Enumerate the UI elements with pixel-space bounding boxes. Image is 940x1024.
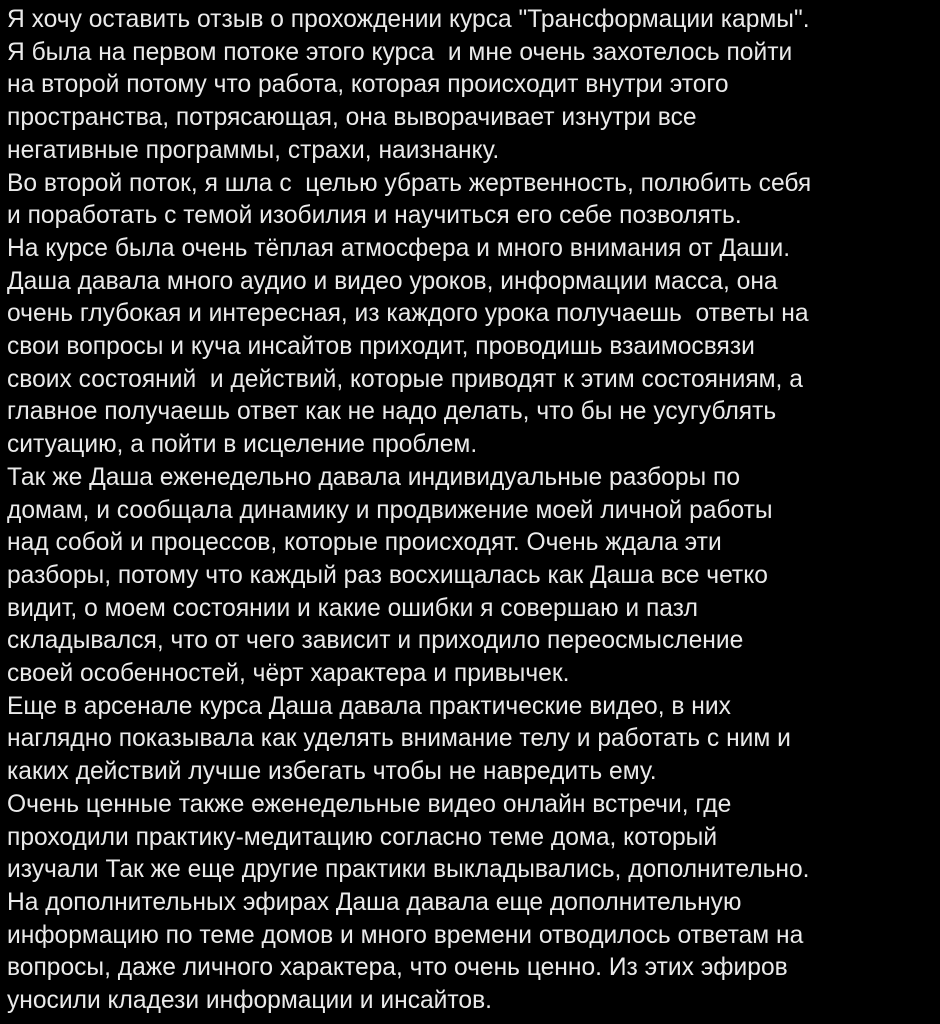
message-line: домам, и сообщала динамику и продвижение моей личной работы [7, 496, 773, 524]
message-line: информацию по теме домов и много времени отводилось ответам на [7, 921, 804, 949]
message-line: изучали Так же еще другие практики выкладывались, дополнительно. [7, 856, 810, 884]
message-line: Я хочу оставить отзыв о прохождении курса "Трансформации кармы". [7, 6, 810, 33]
message-line: своих состояний и действий, которые приводят к этим состояниям, а [7, 365, 803, 393]
message-line: проходили практику-медитацию согласно теме дома, который [7, 823, 718, 851]
message-line: ситуацию, а пойти в исцеление проблем. [7, 431, 478, 459]
message-line: уносили кладези информации и инсайтов. [7, 987, 492, 1015]
message-line: наглядно показывала как уделять внимание телу и работать с ним и [7, 725, 791, 753]
message-line: вопросы, даже личного характера, что очень ценно. Из этих эфиров [7, 954, 788, 982]
message-line: складывался, что от чего зависит и приходило переосмысление [7, 627, 744, 655]
message-line: На дополнительных эфирах Даша давала еще дополнительную [7, 888, 742, 916]
message-line: главное получаешь ответ как не надо делать, что бы не усугублять [7, 398, 777, 426]
message-line: своей особенностей, чёрт характера и привычек. [7, 660, 570, 688]
message-line: на второй потому что работа, которая происходит внутри этого [7, 71, 729, 99]
message-line: свои вопросы и куча инсайтов приходит, проводишь взаимосвязи [7, 333, 755, 361]
message-line: Я была на первом потоке этого курса и мне очень захотелось пойти [7, 38, 793, 66]
message-line: каких действий лучше избегать чтобы не навредить ему. [7, 758, 657, 786]
message-line: Во второй поток, я шла с целью убрать жертвенность, полюбить себя [7, 169, 812, 197]
message-line: пространства, потрясающая, она выворачивает изнутри все [7, 104, 697, 132]
message-text [7, 4, 940, 1018]
message-line: Очень ценные также еженедельные видео онлайн встречи, где [7, 790, 732, 818]
message-line: и поработать с темой изобилия и научиться его себе позволять. [7, 202, 742, 230]
message-line: видит, о моем состоянии и какие ошибки я совершаю и пазл [7, 594, 699, 622]
message-line: над собой и процессов, которые происходят. Очень ждала эти [7, 529, 722, 557]
message-line: Еще в арсенале курса Даша давала практические видео, в них [7, 692, 731, 720]
message-line: очень глубокая и интересная, из каждого урока получаешь ответы на [7, 300, 809, 328]
message-line: Даша давала много аудио и видео уроков, информации масса, она [7, 267, 778, 295]
message-line: Так же Даша еженедельно давала индивидуальные разборы по [7, 463, 741, 491]
message-line: негативные программы, страхи, наизнанку. [7, 136, 500, 164]
message-line: На курсе была очень тёплая атмосфера и много внимания от Даши. [7, 234, 791, 262]
message-line: разборы, потому что каждый раз восхищалась как Даша все четко [7, 561, 768, 589]
